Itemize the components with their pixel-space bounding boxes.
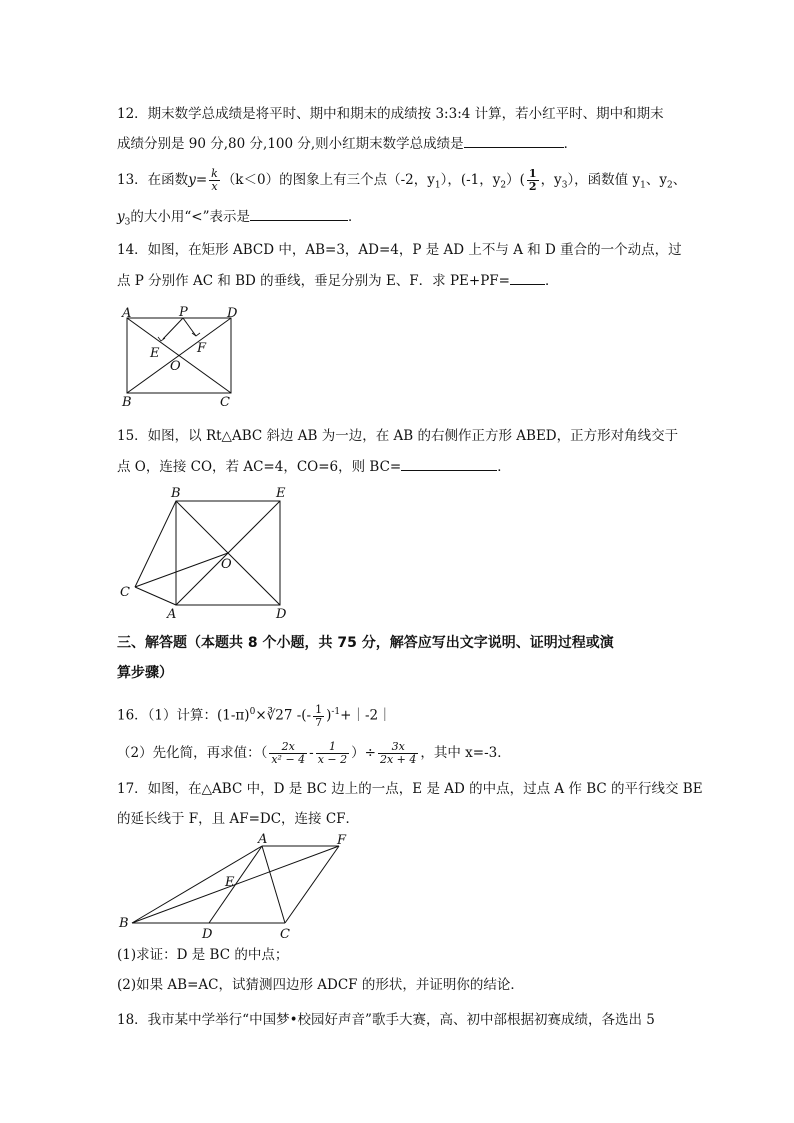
- q13-x: x: [211, 180, 218, 193]
- q14-answer-blank: [510, 270, 545, 285]
- q14-line1: 14．如图，在矩形 ABCD 中，AB=3，AD=4，P 是 AD 上不与 A 和 D 重合的一个动点，过: [117, 242, 682, 258]
- q13-prefix: 13．在函数: [117, 172, 189, 188]
- q14-label-b: B: [122, 395, 132, 410]
- q14-line2-text: 点 P 分别作 AC 和 BD 的垂线，垂足分别为 E、F．求 PE+PF=: [117, 273, 510, 289]
- q16-p1-fnum: 1: [315, 702, 323, 716]
- q17-line2: 的延长线于 F，且 AF=DC，连接 CF．: [117, 811, 360, 827]
- q17-label-a: A: [258, 832, 268, 847]
- q16-p1-cbrt: ∛27: [266, 707, 293, 724]
- q13-half-den: 2: [528, 180, 537, 193]
- q16-p2-prefix: （2）先化简，再求值：（: [117, 745, 268, 761]
- q14-end: ．: [544, 273, 559, 289]
- q14-label-p: P: [179, 305, 188, 320]
- q15-label-e: E: [276, 486, 286, 501]
- q16-p2-f2den: x − 2: [317, 753, 348, 766]
- q14-line2: [117, 270, 558, 291]
- q16-part1: [117, 702, 392, 729]
- q12-answer-blank: [464, 133, 564, 148]
- q16-p1-exp: -1: [331, 707, 341, 717]
- q13-half-num: 1: [528, 167, 537, 180]
- section3-title-line2: 算步骤）: [117, 665, 173, 681]
- q15-square-figure: [115, 482, 295, 622]
- q14-rectangle-figure: [118, 302, 248, 410]
- q16-p2-frac2: [316, 741, 349, 766]
- q16-p1-tail: +｜-2｜: [340, 707, 392, 724]
- q13-p6: 、y: [645, 172, 667, 188]
- q15-label-d: D: [276, 607, 287, 622]
- q17-label-f: F: [337, 833, 347, 848]
- q13-p7: 、: [672, 172, 687, 188]
- q16-p1-prefix: 16．（1）计算：(1-π): [117, 707, 250, 724]
- q13-p2: ），(-1，y: [440, 172, 501, 188]
- q13-line2-text: 的大小用“<”表示是: [130, 209, 250, 225]
- q16-part2: [117, 741, 511, 766]
- q13-sub2: 2: [500, 180, 507, 191]
- q16-p2-f1den: x² − 4: [271, 753, 306, 766]
- q16-p2-tail: ，其中 x=-3．: [420, 745, 511, 761]
- q14-label-o: O: [170, 359, 181, 374]
- q16-p2-f2num: 1: [316, 741, 349, 754]
- q14-label-f: F: [197, 341, 207, 356]
- q17-sub2: (2)如果 AB=AC，试猜测四边形 ADCF 的形状，并证明你的结论．: [117, 977, 524, 993]
- q16-p1-close: ): [326, 707, 332, 724]
- q16-p1-mid: ×: [255, 707, 267, 724]
- q13-sub3b: 3: [124, 217, 131, 228]
- q15-line1: 15．如图，以 Rt△ABC 斜边 AB 为一边，在 AB 的右侧作正方形 ABED，正方形对角线交于: [117, 428, 679, 444]
- q16-p2-f3den: 2x + 4: [379, 753, 417, 766]
- q15-line2: [117, 456, 511, 477]
- q15-line2-text: 点 O，连接 CO，若 AC=4，CO=6，则 BC=: [117, 459, 402, 475]
- q13-half: [527, 168, 539, 193]
- q13-sub1b: 1: [640, 180, 646, 191]
- q16-p1-neg: -(-: [292, 707, 312, 724]
- q13-sub3: 3: [561, 180, 568, 191]
- q12-line1: 12．期末数学总成绩是将平时、期中和期末的成绩按 3:3:4 计算，若小红平时、期中和期末: [117, 106, 664, 122]
- q13-sub1: 1: [434, 180, 441, 191]
- q15-label-b: B: [171, 486, 181, 501]
- q15-label-c: C: [120, 585, 130, 600]
- q16-p1-frac: [313, 704, 324, 729]
- q13-p5: ），函数值 y: [567, 172, 641, 188]
- q18-line1: 18．我市某中学举行“中国梦•校园好声音”歌手大赛，高、初中部根据初赛成绩，各选出 5: [117, 1012, 655, 1028]
- q15-label-a: A: [167, 607, 177, 622]
- q16-p1-exp0: 0: [249, 707, 256, 717]
- q17-label-c: C: [280, 927, 290, 940]
- q12-line2: [117, 133, 577, 154]
- q13-p3: ）(: [506, 172, 525, 188]
- q16-p2-f3num: 3x: [378, 741, 418, 754]
- q14-label-d: D: [227, 306, 238, 321]
- q13-y: y: [188, 172, 196, 188]
- q15-label-o: O: [221, 557, 232, 572]
- q13-k-over-x: [209, 168, 220, 193]
- q17-label-b: B: [119, 916, 129, 931]
- q13-line1: [117, 168, 686, 196]
- q15-answer-blank: [401, 456, 497, 471]
- q16-p2-f1num: 2x: [269, 741, 307, 754]
- q17-line1: 17．如图，在△ABC 中，D 是 BC 边上的一点，E 是 AD 的中点，过点 A 作 BC 的平行线交 BE: [117, 781, 703, 797]
- q13-p4: ，y: [540, 172, 562, 188]
- q14-label-c: C: [220, 395, 230, 410]
- q13-k: k: [211, 167, 218, 180]
- q13-answer-blank: [250, 206, 348, 221]
- q13-eq: =: [195, 172, 208, 188]
- q13-sub2b: 2: [666, 180, 673, 191]
- q16-p1-fden: 7: [315, 715, 323, 729]
- q16-p2-frac1: [269, 741, 307, 766]
- q17-triangle-figure: [115, 828, 355, 940]
- q12-line2-text: 成绩分别是 90 分,80 分,100 分,则小红期末数学总成绩是: [117, 136, 464, 152]
- q17-label-d: D: [202, 927, 213, 940]
- q14-label-e: E: [150, 346, 160, 361]
- q16-p2-frac3: [378, 741, 418, 766]
- q16-p2-div: ）÷: [351, 745, 376, 761]
- q13-cond: （k＜0）的图象上有三个点（-2，y: [221, 172, 435, 188]
- q17-label-e: E: [225, 875, 235, 890]
- q15-end: ．: [497, 459, 511, 475]
- q13-line2: [117, 206, 362, 233]
- q16-p2-minus: -: [309, 745, 314, 761]
- q14-label-a: A: [122, 306, 132, 321]
- q12-end: ．: [563, 136, 578, 152]
- q17-sub1: (1)求证：D 是 BC 的中点；: [117, 947, 289, 963]
- section3-title-line1: 三、解答题（本题共 8 个小题，共 75 分，解答应写出文字说明、证明过程或演: [117, 635, 614, 651]
- q13-end: ．: [348, 209, 362, 225]
- q13-y3: y: [117, 209, 125, 225]
